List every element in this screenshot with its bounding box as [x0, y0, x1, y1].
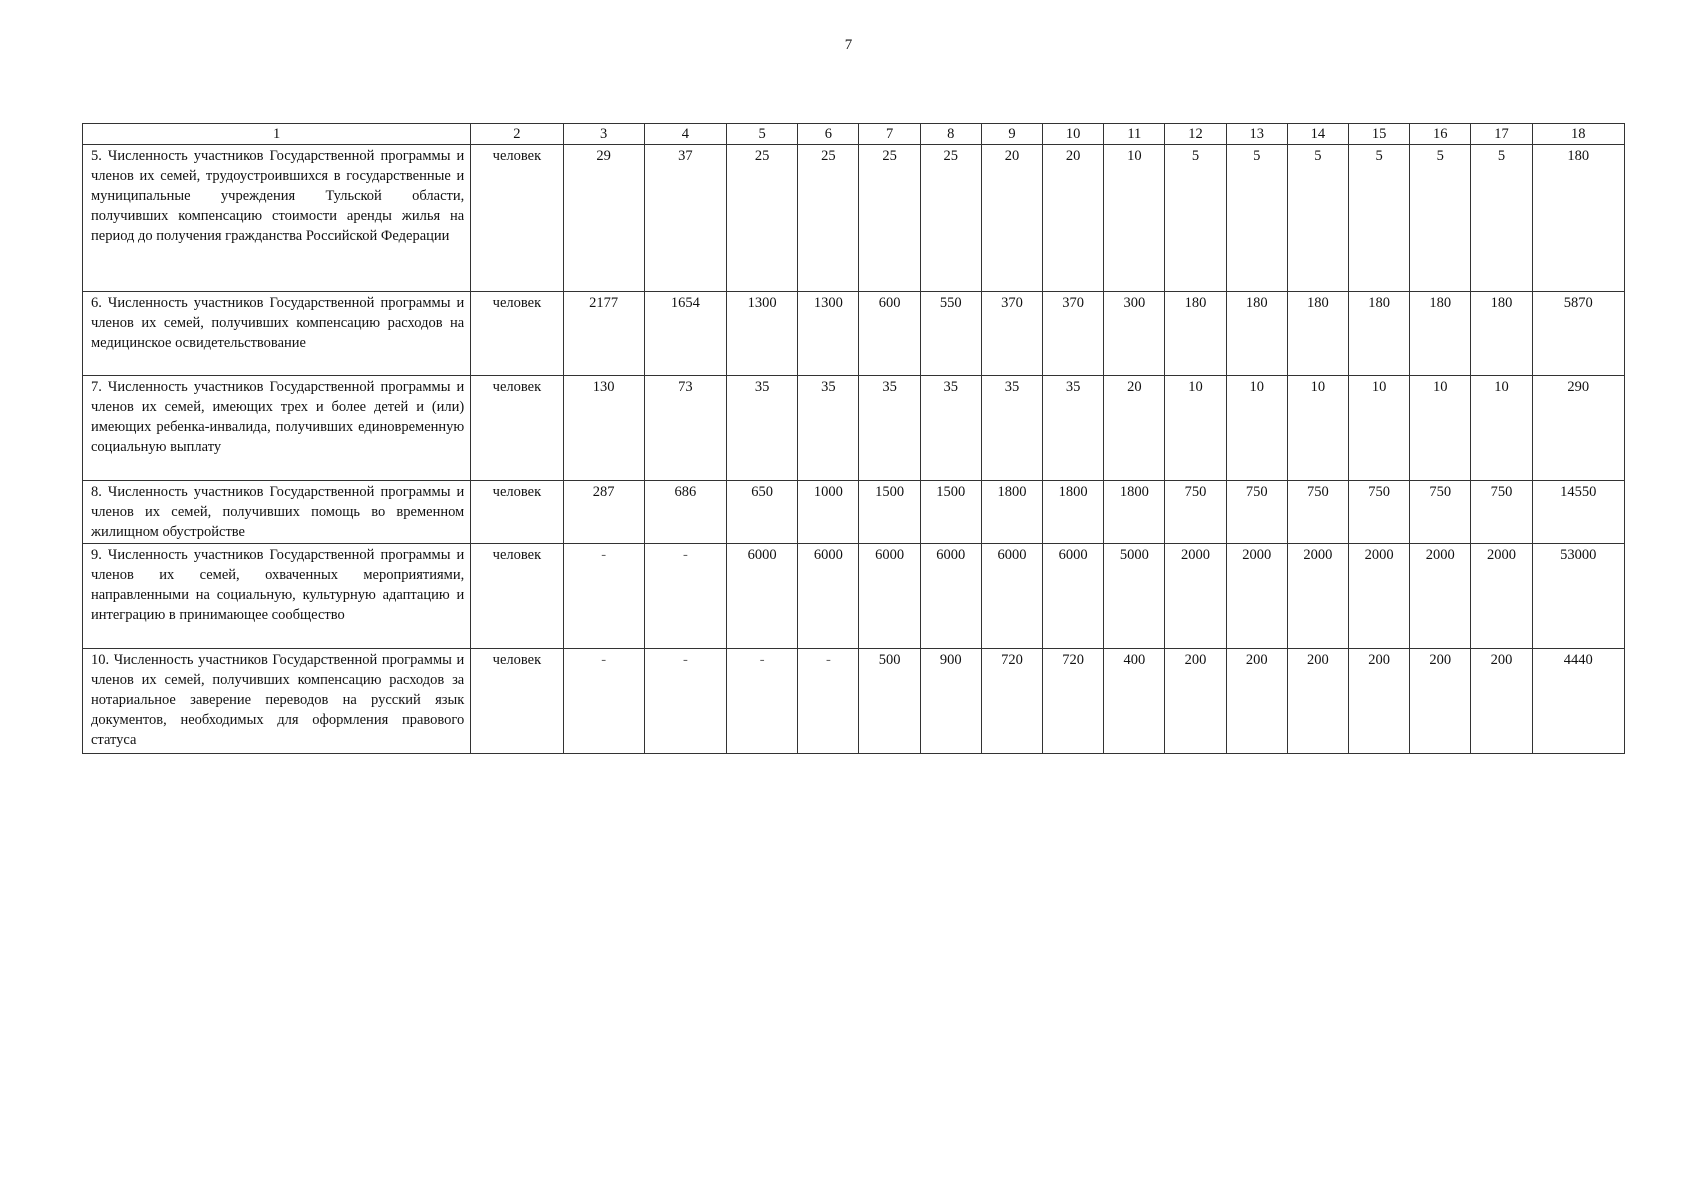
indicator-description: 5. Численность участников Государственной программы и членов их семей, трудоустроившихся в государственные и муниципальные учреждения Тульской области, получивших компенсацию стоимости аренды жилья на период до получения гражданства Российской Федерации	[83, 145, 471, 292]
indicator-value: 550	[920, 292, 981, 376]
indicator-description: 9. Численность участников Государственной программы и членов их семей, охваченных мероприятиями, направленными на социальную, культурную адаптацию и интеграцию в принимающее сообщество	[83, 544, 471, 649]
indicator-value: 29	[563, 145, 644, 292]
column-header-4: 4	[644, 124, 726, 145]
indicator-value: 10	[1471, 376, 1532, 481]
indicator-value: 35	[798, 376, 859, 481]
column-header-1: 1	[83, 124, 471, 145]
indicator-value: 200	[1348, 649, 1409, 754]
indicator-value: 200	[1287, 649, 1348, 754]
indicator-value: 2000	[1165, 544, 1226, 649]
indicator-value: 10	[1348, 376, 1409, 481]
table-row	[83, 649, 1625, 754]
indicator-value: 300	[1104, 292, 1165, 376]
table-header-row	[83, 124, 1625, 145]
indicator-value: 35	[1043, 376, 1104, 481]
indicator-value: 2000	[1471, 544, 1532, 649]
indicator-value: 35	[981, 376, 1042, 481]
indicator-value: 600	[859, 292, 920, 376]
table-row	[83, 481, 1625, 544]
indicator-value: 1654	[644, 292, 726, 376]
indicator-value: 2000	[1287, 544, 1348, 649]
indicator-description: 6. Численность участников Государственной программы и членов их семей, получивших компенсацию расходов на медицинское освидетельствование	[83, 292, 471, 376]
indicator-value: 10	[1104, 145, 1165, 292]
indicator-unit: человек	[471, 649, 563, 754]
indicator-total: 14550	[1532, 481, 1624, 544]
indicator-value: 400	[1104, 649, 1165, 754]
column-header-17: 17	[1471, 124, 1532, 145]
indicator-value: 750	[1348, 481, 1409, 544]
indicator-description: 10. Численность участников Государственной программы и членов их семей, получивших компенсацию расходов за нотариальное заверение переводов на русский язык документов, необходимых для оформления правового статуса	[83, 649, 471, 754]
indicator-unit: человек	[471, 376, 563, 481]
indicator-value: -	[563, 649, 644, 754]
indicators-table	[82, 123, 1625, 754]
indicator-unit: человек	[471, 145, 563, 292]
indicator-value: 200	[1410, 649, 1471, 754]
indicator-value: 5	[1287, 145, 1348, 292]
indicator-value: 5	[1348, 145, 1409, 292]
indicator-value: 1500	[859, 481, 920, 544]
indicator-total: 5870	[1532, 292, 1624, 376]
indicator-value: 720	[981, 649, 1042, 754]
table-row	[83, 544, 1625, 649]
indicator-value: 750	[1165, 481, 1226, 544]
indicator-value: 73	[644, 376, 726, 481]
column-header-18: 18	[1532, 124, 1624, 145]
column-header-11: 11	[1104, 124, 1165, 145]
column-header-12: 12	[1165, 124, 1226, 145]
column-header-2: 2	[471, 124, 563, 145]
indicator-value: -	[798, 649, 859, 754]
indicator-value: 10	[1410, 376, 1471, 481]
indicator-description: 7. Численность участников Государственной программы и членов их семей, имеющих трех и более детей и (или) имеющих ребенка-инвалида, получивших единовременную социальную выплату	[83, 376, 471, 481]
indicator-value: 6000	[1043, 544, 1104, 649]
table-row	[83, 292, 1625, 376]
column-header-13: 13	[1226, 124, 1287, 145]
indicator-value: 6000	[920, 544, 981, 649]
indicator-value: 180	[1165, 292, 1226, 376]
indicator-value: 35	[727, 376, 798, 481]
indicator-value: 2177	[563, 292, 644, 376]
indicator-value: 1800	[981, 481, 1042, 544]
indicator-value: 35	[920, 376, 981, 481]
indicator-value: 180	[1471, 292, 1532, 376]
indicator-value: 750	[1287, 481, 1348, 544]
indicator-value: 5000	[1104, 544, 1165, 649]
column-header-15: 15	[1348, 124, 1409, 145]
column-header-8: 8	[920, 124, 981, 145]
indicator-value: 686	[644, 481, 726, 544]
indicator-unit: человек	[471, 292, 563, 376]
indicator-value: 500	[859, 649, 920, 754]
indicator-value: 5	[1226, 145, 1287, 292]
indicator-value: 720	[1043, 649, 1104, 754]
indicator-value: 5	[1410, 145, 1471, 292]
indicator-value: 200	[1226, 649, 1287, 754]
indicator-value: 750	[1471, 481, 1532, 544]
indicator-value: 2000	[1226, 544, 1287, 649]
indicator-value: 200	[1471, 649, 1532, 754]
column-header-9: 9	[981, 124, 1042, 145]
indicator-value: -	[563, 544, 644, 649]
indicator-value: 370	[981, 292, 1042, 376]
indicator-total: 53000	[1532, 544, 1624, 649]
indicator-value: 6000	[798, 544, 859, 649]
indicator-value: 200	[1165, 649, 1226, 754]
indicator-total: 4440	[1532, 649, 1624, 754]
indicator-value: 1300	[798, 292, 859, 376]
indicator-value: 25	[859, 145, 920, 292]
indicator-value: -	[727, 649, 798, 754]
indicator-value: 180	[1410, 292, 1471, 376]
column-header-6: 6	[798, 124, 859, 145]
table-row	[83, 376, 1625, 481]
indicator-value: 370	[1043, 292, 1104, 376]
indicator-unit: человек	[471, 544, 563, 649]
indicator-value: 2000	[1410, 544, 1471, 649]
indicator-value: 10	[1165, 376, 1226, 481]
indicator-value: 2000	[1348, 544, 1409, 649]
indicator-value: 180	[1226, 292, 1287, 376]
indicator-value: 37	[644, 145, 726, 292]
indicator-value: 900	[920, 649, 981, 754]
indicator-value: 20	[1043, 145, 1104, 292]
indicator-value: 10	[1226, 376, 1287, 481]
indicator-value: 750	[1410, 481, 1471, 544]
indicator-value: 1800	[1104, 481, 1165, 544]
indicator-value: 1000	[798, 481, 859, 544]
column-header-3: 3	[563, 124, 644, 145]
column-header-7: 7	[859, 124, 920, 145]
indicator-value: 6000	[981, 544, 1042, 649]
indicator-value: 180	[1287, 292, 1348, 376]
indicator-unit: человек	[471, 481, 563, 544]
column-header-14: 14	[1287, 124, 1348, 145]
indicator-value: 20	[1104, 376, 1165, 481]
indicator-value: 6000	[727, 544, 798, 649]
page-number: 7	[844, 37, 853, 53]
indicator-description: 8. Численность участников Государственной программы и членов их семей, получивших помощь во временном жилищном обустройстве	[83, 481, 471, 544]
indicator-value: 6000	[859, 544, 920, 649]
indicator-value: 130	[563, 376, 644, 481]
indicator-total: 180	[1532, 145, 1624, 292]
indicator-value: 750	[1226, 481, 1287, 544]
indicator-value: 5	[1471, 145, 1532, 292]
indicator-value: 650	[727, 481, 798, 544]
indicator-value: 1500	[920, 481, 981, 544]
indicator-value: 25	[920, 145, 981, 292]
indicator-value: 1800	[1043, 481, 1104, 544]
indicator-value: 20	[981, 145, 1042, 292]
indicator-value: 180	[1348, 292, 1409, 376]
indicator-value: -	[644, 544, 726, 649]
indicator-value: 5	[1165, 145, 1226, 292]
column-header-5: 5	[727, 124, 798, 145]
indicator-value: 35	[859, 376, 920, 481]
table-row	[83, 145, 1625, 292]
indicator-value: -	[644, 649, 726, 754]
indicator-value: 1300	[727, 292, 798, 376]
indicator-total: 290	[1532, 376, 1624, 481]
column-header-10: 10	[1043, 124, 1104, 145]
indicator-value: 25	[727, 145, 798, 292]
column-header-16: 16	[1410, 124, 1471, 145]
indicator-value: 25	[798, 145, 859, 292]
indicator-value: 10	[1287, 376, 1348, 481]
indicator-value: 287	[563, 481, 644, 544]
